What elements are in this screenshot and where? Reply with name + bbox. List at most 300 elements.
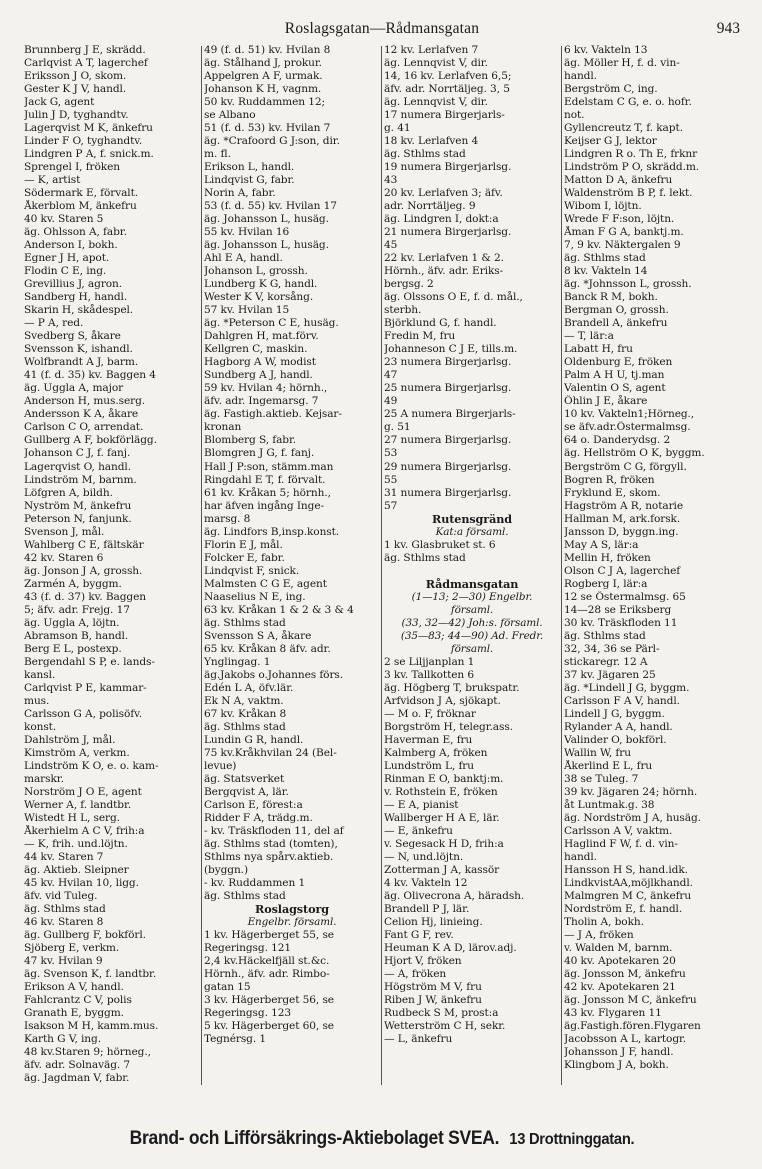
directory-entry: Lagerqvist O, handl.	[24, 460, 131, 473]
directory-entry: Mellin H, fröken	[564, 551, 651, 564]
directory-entry: Carlsson F A V, handl.	[564, 694, 680, 707]
directory-entry: marskr.	[24, 772, 64, 785]
directory-entry: har äfven ingång Inge-	[204, 499, 324, 512]
directory-entry: Hagborg A W, modist	[204, 356, 316, 369]
directory-entry: Olson C J A, lagerchef	[564, 564, 681, 577]
directory-entry: 63 kv. Kråkan 1 & 2 & 3 & 4	[204, 603, 354, 616]
directory-entry: Haverman E, fru	[384, 733, 473, 746]
directory-entry: 5 kv. Hägerberget 60, se	[204, 1020, 334, 1033]
directory-entry: Sundberg A J, handl.	[204, 369, 313, 382]
directory-entry: Anderson H, mus.serg.	[24, 395, 146, 408]
directory-entry: 53	[384, 447, 398, 460]
directory-entry: äg. Lennqvist V, dir.	[384, 96, 488, 109]
directory-entry: 12 kv. Lerlafven 7	[384, 44, 479, 56]
parish-note: (33, 32—42) Joh:s. församl.	[401, 616, 543, 629]
directory-entry: äg. Olssons O E, f. d. mål.,	[384, 291, 523, 304]
page-number: 943	[716, 20, 740, 37]
advertisement-text: Brand- och Lifförsäkrings-Aktiebolaget SVEA.	[129, 1128, 500, 1149]
directory-entry: Hansson H S, hand.idk.	[564, 863, 688, 876]
directory-entry: Johansson J F, handl.	[564, 1046, 674, 1059]
directory-entry: äg. Uggla A, major	[24, 382, 124, 395]
directory-entry: v. Walden M, barnm.	[564, 942, 673, 955]
directory-entry: äg. Ohlsson A, fabr.	[24, 226, 127, 239]
directory-entry: Fant G F, rev.	[384, 929, 454, 942]
directory-entry: äg. Högberg T, brukspatr.	[384, 681, 520, 694]
directory-entry: Svensson K, ishandl.	[24, 343, 133, 356]
directory-entry: Lundin G R, handl.	[204, 733, 304, 746]
directory-entry: Zarmén A, byggm.	[24, 577, 122, 590]
street-heading: Rådmansgatan	[425, 577, 519, 591]
directory-entry: äg. Jagdman V, fabr.	[24, 1072, 130, 1085]
advertisement-address: 13 Drottninggatan.	[509, 1131, 635, 1148]
directory-entry: Erikson L, handl.	[204, 161, 295, 174]
directory-entry: äg. Sthlms stad	[564, 629, 646, 642]
directory-entry: Ynglingag. 1	[204, 655, 271, 668]
street-heading: Rutensgränd	[432, 512, 512, 526]
column-4	[564, 44, 740, 1085]
column-3	[384, 44, 560, 1085]
directory-entry: äg. Uggla A, löjtn.	[24, 616, 120, 629]
directory-entry: Berg E L, postexp.	[24, 642, 122, 655]
directory-entry: äg. *Peterson C E, husäg.	[204, 317, 339, 330]
directory-entry: - kv. Ruddammen 1	[204, 877, 306, 889]
directory-entry: äg. Sthlms stad	[384, 551, 466, 564]
directory-entry: Rudbeck S M, prost:a	[384, 1007, 499, 1020]
directory-entry: Klingbom J A, bokh.	[564, 1059, 669, 1072]
directory-entry: kansl.	[24, 668, 56, 681]
directory-entry: 31 numera Birgerjarlsg.	[384, 486, 512, 499]
directory-entry: 41 (f. d. 35) kv. Baggen 4	[24, 369, 156, 382]
directory-entry: Lindell J G, byggm.	[564, 707, 665, 720]
directory-entry: Isakson M H, kamm.mus.	[24, 1020, 159, 1033]
directory-entry: Malmsten C G E, agent	[204, 577, 327, 590]
directory-entry: äg. Sthlms stad	[384, 148, 466, 161]
directory-entry: stickaregr. 12 A	[564, 655, 648, 668]
column-2	[204, 44, 380, 1085]
directory-entry: 45	[384, 239, 398, 252]
directory-entry: 57 kv. Hvilan 15	[204, 304, 290, 317]
directory-entry: Matton D A, änkefru	[564, 174, 673, 187]
directory-entry: Södermark E, förvalt.	[24, 187, 139, 200]
directory-entry: 10 kv. Vakteln1;Hörneg.,	[564, 408, 695, 421]
directory-entry: se Albano	[204, 109, 256, 122]
directory-entry: Svenson J, mål.	[24, 525, 105, 538]
directory-entry: marsg. 8	[204, 512, 251, 525]
directory-entry: Hagström A R, notarie	[564, 499, 684, 512]
directory-entry: äg. Olivecrona A, häradsh.	[384, 890, 525, 903]
directory-entry: 6 kv. Vakteln 13	[564, 44, 648, 56]
directory-entry: äg. Fastigh.aktieb. Kejsar-	[204, 408, 342, 421]
directory-entry: Lundberg K G, handl.	[204, 278, 318, 291]
directory-entry: — T, lär:a	[564, 330, 614, 343]
directory-entry: Åkerblom M, änkefru	[24, 200, 137, 213]
directory-entry: May A S, lär:a	[564, 538, 639, 551]
parish-note: (35—83; 44—90) Ad. Fredr.	[400, 629, 544, 642]
directory-entry: Johanson C J, f. fanj.	[24, 447, 131, 460]
directory-entry: Wahlberg C E, fältskär	[24, 538, 144, 551]
directory-entry: 50 kv. Ruddammen 12;	[204, 96, 326, 109]
directory-entry: 14, 16 kv. Lerlafven 6,5;	[384, 70, 512, 83]
directory-entry	[384, 565, 560, 578]
directory-entry: bergsg. 2	[384, 278, 434, 291]
directory-entry: Sprengel I, fröken	[24, 161, 120, 174]
directory-entry: Sthlms nya spårv.aktieb.	[204, 850, 334, 863]
directory-entry: Svedberg S, åkare	[24, 330, 121, 343]
page-title: Roslagsgatan—Rådmansgatan	[284, 20, 480, 37]
directory-entry: Björklund G, f. handl.	[384, 317, 497, 330]
directory-entry: Banck R M, bokh.	[564, 291, 658, 304]
directory-entry: Sandberg H, handl.	[24, 291, 128, 304]
directory-entry: Valentin O S, agent	[564, 382, 666, 395]
directory-entry: Arfvidson J A, sjökapt.	[384, 694, 501, 707]
directory-entry: äg. *Crafoord G J:son, dir.	[204, 135, 340, 148]
directory-entry: Zotterman J A, kassör	[384, 863, 500, 876]
directory-entry: äfv. adr. Solnaväg. 7	[24, 1059, 131, 1072]
directory-entry: 47	[384, 369, 398, 382]
directory-entry: äg. Lindgren I, dokt:a	[384, 213, 499, 226]
directory-entry: 61 kv. Kråkan 5; hörnh.,	[204, 486, 331, 499]
directory-entry: 64 o. Danderydsg. 2	[564, 434, 671, 447]
directory-entry: Regeringsg. 123	[204, 1007, 292, 1020]
directory-entry: 14—28 se Eriksberg	[564, 603, 672, 616]
directory-entry: äg. Lennqvist V, dir.	[384, 57, 488, 70]
directory-entry: 43	[384, 174, 398, 187]
directory-entry: 49	[384, 395, 398, 408]
directory-entry: 7, 9 kv. Näktergalen 9	[564, 239, 681, 252]
directory-entry: 17 numera Birgerjarls-	[384, 109, 505, 122]
directory-entry: 20 kv. Lerlafven 3; äfv.	[384, 187, 503, 200]
directory-entry: Abramson B, handl.	[24, 629, 129, 642]
directory-entry: Gester K J V, handl.	[24, 83, 127, 96]
directory-entry: Appelgren A F, urmak.	[204, 70, 323, 83]
directory-entry: 40 kv. Apotekaren 20	[564, 955, 676, 968]
directory-entry: Granath E, byggm.	[24, 1007, 124, 1020]
directory-entry: Johanson L, grossh.	[204, 265, 308, 278]
directory-entry: Brandell P J, lär.	[384, 903, 470, 916]
directory-entry: äg. Aktieb. Sleipner	[24, 863, 129, 876]
directory-entry: Lundström L, fru	[384, 759, 474, 772]
directory-entry: Åman F G A, banktj.m.	[564, 226, 684, 239]
directory-entry: — L, änkefru	[384, 1033, 453, 1046]
directory-entry: äg. Sthlms stad	[204, 720, 286, 733]
directory-entry: Wibom I, löjtn.	[564, 200, 642, 213]
page-header	[24, 20, 740, 38]
directory-entry: 37 kv. Jägaren 25	[564, 668, 656, 681]
directory-entry: Nyström M, änkefru	[24, 499, 132, 512]
directory-entry: — P A, red.	[24, 317, 84, 330]
directory-entry: sterbh.	[384, 304, 422, 317]
directory-entry: Hjort V, fröken	[384, 955, 462, 968]
directory-entry: Hörnh., äfv. adr. Rimbo-	[204, 968, 330, 981]
directory-entry: Carlsson A V, vaktm.	[564, 824, 673, 837]
directory-entry: 42 kv. Staren 6	[24, 551, 104, 564]
directory-entry: Carlson C O, arrendat.	[24, 421, 144, 434]
directory-entry: Sjöberg E, verkm.	[24, 942, 120, 955]
directory-entry: 53 (f. d. 55) kv. Hvilan 17	[204, 200, 337, 213]
directory-entry: Löfgren A, bildh.	[24, 486, 113, 499]
directory-entry: Lindqvist F, snick.	[204, 564, 300, 577]
parish-note: församl.	[450, 642, 494, 655]
directory-entry: m. fl.	[204, 148, 231, 161]
directory-entry: Åkerhielm A C V, frih:a	[24, 824, 145, 837]
directory-entry: äg. Sthlms stad	[24, 903, 106, 916]
directory-entry: Wester K V, korsång.	[204, 291, 314, 304]
directory-entry: - kv. Träskfloden 11, del af	[204, 824, 344, 837]
directory-entry: Bergman O, grossh.	[564, 304, 669, 317]
directory-entry: Lindström M, barnm.	[24, 473, 137, 486]
directory-entry: Karth G V, ing.	[24, 1033, 101, 1046]
directory-entry: 21 numera Birgerjarlsg.	[384, 226, 512, 239]
directory-entry: Hall J P:son, stämm.man	[204, 460, 334, 473]
directory-entry: Bergström C G, förgyll.	[564, 460, 687, 473]
directory-entry: Borgström H, telegr.ass.	[384, 720, 513, 733]
directory-entry: 75 kv.Kråkhvilan 24 (Bel-	[204, 746, 337, 759]
parish-note: (1—13; 2—30) Engelbr.	[411, 590, 533, 603]
directory-entry: 46 kv. Staren 8	[24, 916, 104, 929]
directory-entry: äg. Sthlms stad (tomten),	[204, 837, 338, 850]
directory-entry: 44 kv. Staren 7	[24, 850, 104, 863]
directory-entry: Waldenström B P, f. lekt.	[564, 187, 693, 200]
directory-entry: äg. Stålhand J, prokur.	[204, 57, 322, 70]
directory-entry: äfv. vid Tuleg.	[24, 890, 98, 903]
directory-entry: handl.	[564, 850, 597, 863]
directory-entry: Valinder O, bokförl.	[564, 733, 667, 746]
directory-entry: 49 (f. d. 51) kv. Hvilan 8	[204, 44, 331, 56]
directory-entry: Tegnérsg. 1	[204, 1033, 267, 1046]
directory-entry: 2 se Liljjanplan 1	[384, 655, 475, 668]
directory-entry: Rylander A A, handl.	[564, 720, 673, 733]
directory-entry: äg. Jonson J A, grossh.	[24, 564, 143, 577]
directory-entry: Folcker E, fabr.	[204, 551, 285, 564]
directory-columns	[24, 44, 740, 1085]
directory-entry: Carlsson G A, polisöfv.	[24, 707, 142, 720]
directory-entry: 23 numera Birgerjarlsg.	[384, 356, 512, 369]
directory-entry: Rogberg I, lär:a	[564, 577, 648, 590]
directory-entry: Wolfbrandt A J, barm.	[24, 356, 139, 369]
directory-entry: Bergström C, ing.	[564, 83, 658, 96]
directory-entry: Johanson K H, vagnm.	[204, 83, 322, 96]
directory-entry: Kellgren C, maskin.	[204, 343, 308, 356]
directory-entry: Gullberg A F, bokförlägg.	[24, 434, 157, 447]
directory-entry: Bergendahl S P, e. lands-	[24, 655, 155, 668]
directory-entry: 40 kv. Staren 5	[24, 213, 104, 226]
directory-entry: äg. Möller H, f. d. vin-	[564, 57, 680, 70]
directory-entry: kronan	[204, 421, 242, 434]
directory-entry: Anderson I, bokh.	[24, 239, 118, 252]
directory-entry: Celion Hj, linieing.	[384, 916, 483, 929]
directory-entry: Lindström P O, skrädd.m.	[564, 161, 700, 174]
directory-entry: äg. Statsverket	[204, 772, 285, 785]
parish-note: Engelbr. församl.	[247, 916, 337, 929]
directory-entry: (byggn.)	[204, 863, 248, 876]
directory-entry: äg. Sthlms stad	[564, 252, 646, 265]
directory-entry: Julin J D, tyghandtv.	[24, 109, 129, 122]
directory-entry: 43 (f. d. 37) kv. Baggen	[24, 590, 146, 603]
directory-entry: adr. Norrtäljeg. 9	[384, 200, 476, 213]
directory-entry: gatan 15	[204, 981, 251, 994]
directory-entry: Labatt H, fru	[564, 343, 633, 356]
street-heading: Roslagstorg	[255, 903, 329, 917]
parish-note: församl.	[450, 603, 494, 616]
directory-entry: Lindqvist G, fabr.	[204, 174, 295, 187]
directory-entry: 45 kv. Hvilan 10, ligg.	[24, 877, 139, 889]
directory-entry: Carlqvist P E, kammar-	[24, 681, 147, 694]
directory-entry: Eriksson J O, skom.	[24, 70, 127, 83]
directory-entry: 25 A numera Birgerjarls-	[384, 408, 516, 421]
directory-entry: Lagerqvist M K, änkefru	[24, 122, 153, 135]
directory-entry: 48 kv.Staren 9; hörneg.,	[24, 1046, 151, 1059]
directory-entry: Andersson K A, åkare	[24, 408, 139, 421]
directory-entry: Ahl E A, handl.	[204, 252, 283, 265]
directory-entry: Lindström K O, e. o. kam-	[24, 759, 159, 772]
directory-entry: äg. Jonsson M C, änkefru	[564, 994, 697, 1007]
directory-entry: Erikson A V, handl.	[24, 981, 124, 994]
directory-entry: — A, fröken	[384, 968, 447, 981]
directory-entry: Dahlgren H, mat.förv.	[204, 330, 319, 343]
directory-entry: Kimström A, verkm.	[24, 746, 130, 759]
directory-entry: 30 kv. Träskfloden 11	[564, 616, 678, 629]
directory-entry: Fryklund E, skom.	[564, 486, 661, 499]
directory-entry: Florin E J, mål.	[204, 538, 283, 551]
directory-entry: 39 kv. Jägaren 24; hörnh.	[564, 785, 698, 798]
directory-entry: äg. Johansson L, husäg.	[204, 239, 329, 252]
directory-entry: åt Luntmak.g. 38	[564, 798, 655, 811]
directory-entry: Linder F O, tyghandtv.	[24, 135, 143, 148]
directory-entry: Grevillius J, agron.	[24, 278, 123, 291]
directory-entry: Hörnh., äfv. adr. Eriks-	[384, 265, 504, 278]
directory-entry: g. 51	[384, 421, 411, 434]
advertisement-footer	[53, 1128, 712, 1150]
directory-entry: Dahlström J, mål.	[24, 733, 116, 746]
directory-entry: Blomgren J G, f. fanj.	[204, 447, 315, 460]
directory-entry: 27 numera Birgerjarlsg.	[384, 434, 512, 447]
directory-entry: Ringdahl E T, f. förvalt.	[204, 473, 326, 486]
directory-entry: Wrede F F:son, löjtn.	[564, 213, 675, 226]
directory-entry: konst.	[24, 720, 57, 733]
directory-entry: äg. Lindfors B,insp.konst.	[204, 525, 340, 538]
directory-entry: Wetterström C H, sekr.	[384, 1020, 506, 1033]
directory-entry: äg. Nordström J A, husäg.	[564, 811, 701, 824]
directory-entry: Riben J W, änkefru	[384, 994, 482, 1007]
directory-entry: äg. Johansson L, husäg.	[204, 213, 329, 226]
directory-entry: äg.Fastigh.fören.Flygaren	[564, 1020, 701, 1033]
directory-entry: 19 numera Birgerjarlsg.	[384, 161, 512, 174]
directory-entry: 43 kv. Flygaren 11	[564, 1007, 662, 1020]
directory-entry: Kalmberg A, fröken	[384, 746, 488, 759]
directory-entry: Ek N A, vaktm.	[204, 694, 284, 707]
directory-entry: Norström J O E, agent	[24, 785, 142, 798]
directory-entry: v. Segesack H D, frih:a	[384, 837, 504, 850]
directory-entry: äg. Sthlms stad	[204, 890, 286, 903]
directory-entry: v. Rothstein E, fröken	[384, 785, 498, 798]
directory-entry: 5; äfv. adr. Frejg. 17	[24, 603, 130, 616]
directory-entry: 4 kv. Vakteln 12	[384, 877, 468, 889]
directory-entry: äg. Hellström O K, byggm.	[564, 447, 705, 460]
directory-entry: Skarin H, skådespel.	[24, 304, 134, 317]
directory-entry: 29 numera Birgerjarlsg.	[384, 460, 512, 473]
directory-entry: mus.	[24, 694, 50, 707]
directory-entry: LindkvistAA,möjlkhandl.	[564, 877, 693, 889]
directory-entry: Ridder F A, trädg.m.	[204, 811, 313, 824]
directory-entry: — E, änkefru	[384, 824, 453, 837]
parish-note: Kat:a församl.	[435, 525, 509, 538]
directory-entry: äg. Gullberg F, bokförl.	[24, 929, 146, 942]
directory-entry: Fredin M, fru	[384, 330, 456, 343]
directory-entry: — J A, fröken	[564, 929, 634, 942]
directory-entry: 67 kv. Kråkan 8	[204, 707, 287, 720]
directory-entry: Carlson E, förest:a	[204, 798, 303, 811]
directory-entry: äg. Svenson K, f. landtbr.	[24, 968, 157, 981]
directory-entry: 25 numera Birgerjarlsg.	[384, 382, 512, 395]
directory-entry: äfv. adr. Ingemarsg. 7	[204, 395, 319, 408]
directory-entry: Naaselius N E, ing.	[204, 590, 306, 603]
directory-entry: Regeringsg. 121	[204, 942, 292, 955]
directory-entry: 3 kv. Hägerberget 56, se	[204, 994, 334, 1007]
directory-entry: Blomberg S, fabr.	[204, 434, 297, 447]
directory-entry: se äfv.adr.Östermalmsg.	[564, 421, 691, 434]
directory-entry: äg.Jakobs o.Johannes förs.	[204, 668, 344, 681]
directory-entry: Carlqvist A T, lagerchef	[24, 57, 148, 70]
directory-entry: Malmgren M C, änkefru	[564, 890, 692, 903]
directory-entry: Hallman M, ark.forsk.	[564, 512, 681, 525]
directory-entry: äg. *Johnsson L, grossh.	[564, 278, 692, 291]
directory-entry: 55	[384, 473, 398, 486]
directory-entry: g. 41	[384, 122, 411, 135]
directory-entry: Lindgren R o. Th E, frknr	[564, 148, 698, 161]
directory-entry: 59 kv. Hvilan 4; hörnh.,	[204, 382, 328, 395]
directory-entry: Heuman K A D, lärov.adj.	[384, 942, 517, 955]
directory-entry: Oldenburg E, fröken	[564, 356, 673, 369]
directory-entry: Brunnberg J E, skrädd.	[24, 44, 146, 56]
directory-entry: handl.	[564, 70, 597, 83]
directory-entry: Tholin A, bokh.	[564, 916, 644, 929]
directory-entry: Gyllencreutz T, f. kapt.	[564, 122, 683, 135]
directory-entry: — N, und.löjtn.	[384, 850, 464, 863]
directory-entry: äg. Jonsson M, änkefru	[564, 968, 686, 981]
directory-entry: äfv. adr. Norrtäljeg. 3, 5	[384, 83, 510, 96]
directory-entry: Fahlcrantz C V, polis	[24, 994, 132, 1007]
directory-entry: Lindgren P A, f. snick.m.	[24, 148, 154, 161]
directory-entry: Bogren R, fröken	[564, 473, 655, 486]
directory-entry: Bergqvist A, lär.	[204, 785, 289, 798]
directory-entry: — K, artist	[24, 174, 81, 187]
directory-entry: Svensson S A, åkare	[204, 629, 312, 642]
directory-entry: Flodin C E, ing.	[24, 265, 107, 278]
directory-entry: Jansson D, byggn.ing.	[564, 525, 679, 538]
directory-entry: Keijser G J, lektor	[564, 135, 657, 148]
directory-entry: Åkerlind E L, fru	[564, 759, 653, 772]
directory-entry: äg. Sthlms stad	[204, 616, 286, 629]
directory-entry: äg. *Lindell J G, byggm.	[564, 681, 690, 694]
directory-entry: 18 kv. Lerlafven 4	[384, 135, 479, 148]
directory-entry: 38 se Tuleg. 7	[564, 772, 639, 785]
directory-entry: Wistedt H L, serg.	[24, 811, 120, 824]
directory-entry: Edén L A, öfv.lär.	[204, 681, 294, 694]
directory-entry: not.	[564, 109, 585, 122]
column-1	[24, 44, 200, 1085]
directory-entry: 3 kv. Tallkotten 6	[384, 668, 475, 681]
directory-entry: Wallin W, fru	[564, 746, 631, 759]
directory-entry: — E A, pianist	[384, 798, 459, 811]
directory-entry: — M o. F, fröknar	[384, 707, 476, 720]
directory-entry: 32, 34, 36 se Pärl-	[564, 642, 660, 655]
directory-entry: 55 kv. Hvilan 16	[204, 226, 290, 239]
directory-entry: Egner J H, apot.	[24, 252, 110, 265]
directory-entry: 47 kv. Hvilan 9	[24, 955, 103, 968]
directory-entry: Haglind F W, f. d. vin-	[564, 837, 678, 850]
directory-entry: Edelstam C G, e. o. hofr.	[564, 96, 692, 109]
directory-entry: Johanneson C J E, tills.m.	[384, 343, 518, 356]
